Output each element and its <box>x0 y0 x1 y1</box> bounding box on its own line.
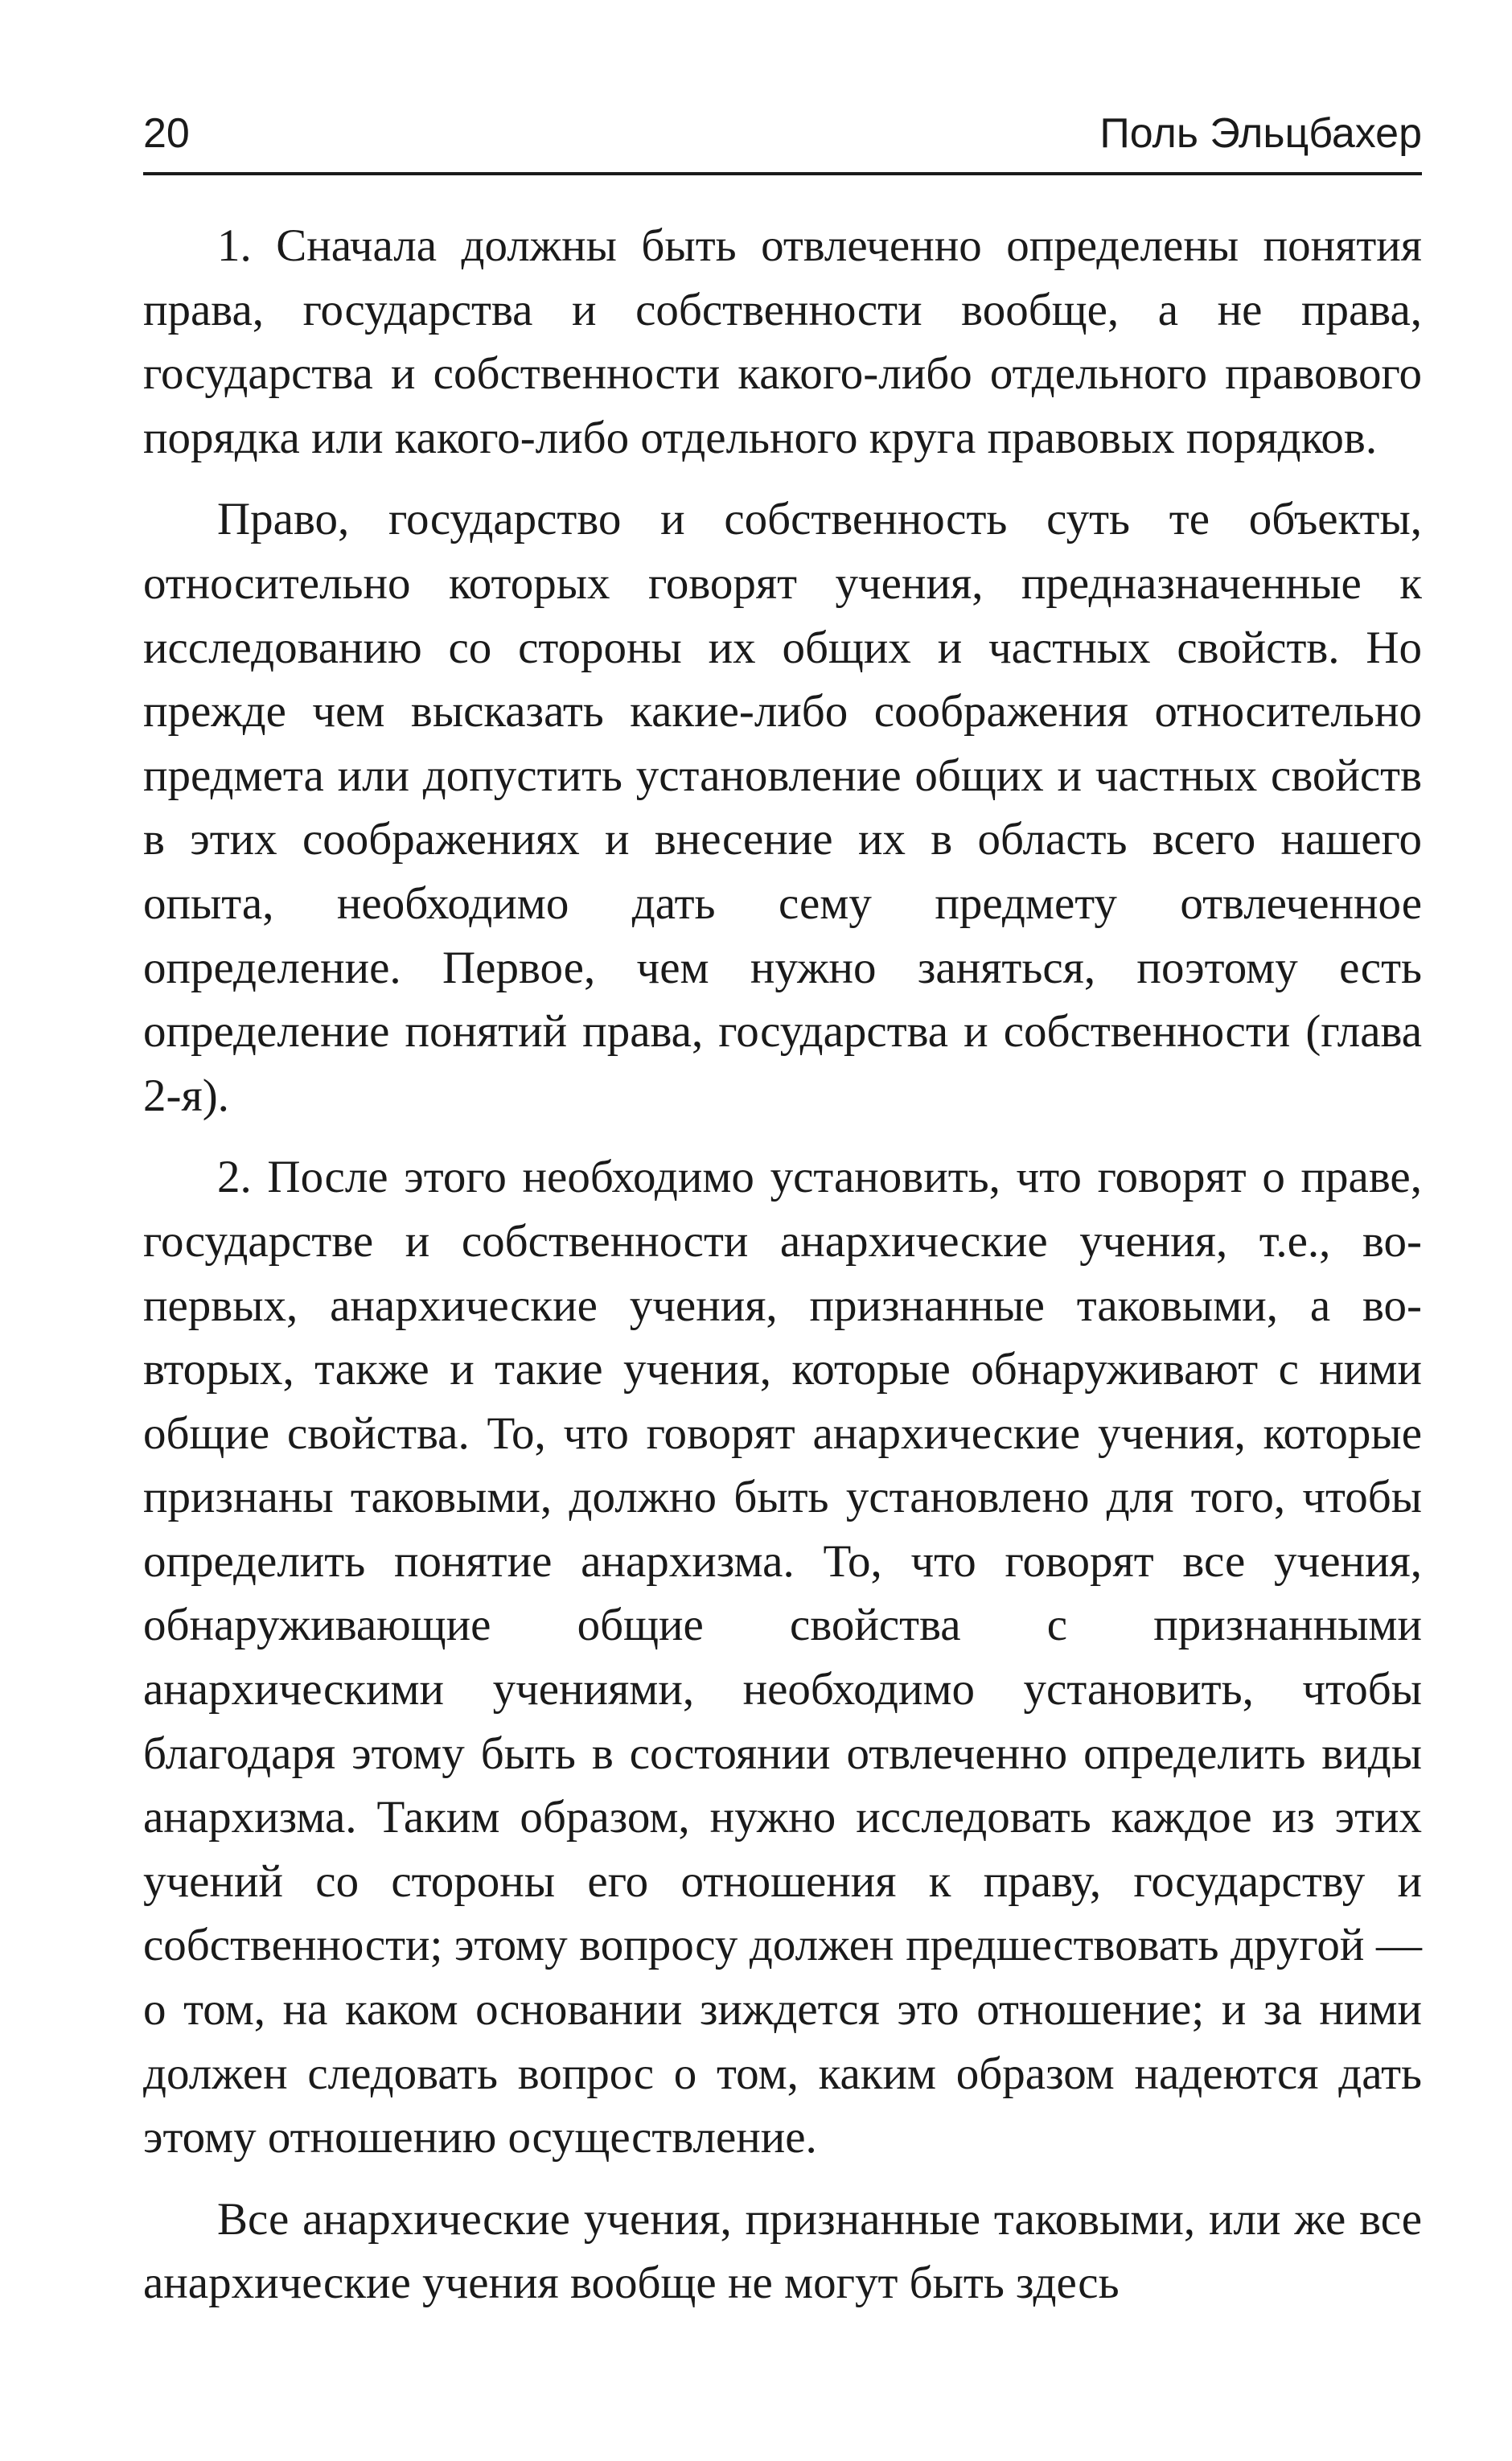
paragraph-2: Право, государство и собственность суть те объекты, относительно которых говорят учения, предназначенные к исследованию со стороны их общих и частных свойств. Но прежде чем высказать какие-либо соображения относительно предмета или допустить установление общих и частных свойств в этих соображениях и внесение их в область всего нашего опыта, необходимо дать сему предмету отвлеченное определение. Первое, чем нужно заняться, поэтому есть определение понятий права, государства и собственности (глава 2-я). <box>143 494 1422 1121</box>
paragraph-4: Все анархические учения, признанные таковыми, или же все анархические учения вообще не могут быть здесь <box>143 2193 1422 2309</box>
paragraph-3: 2. После этого необходимо установить, что говорят о праве, государстве и собственности анархические учения, т.е., во-первых, анархические учения, признанные таковыми, а во-вторых, также и такие учения, которые обнаруживают с ними общие свойства. То, что говорят анархические учения, которые признаны таковыми, должно быть установлено для того, чтобы определить понятие анархизма. То, что говорят все учения, обнаруживающие общие свойства с признанными анархическими учениями, необходимо установить, чтобы благодаря этому быть в состоянии отвлеченно определить виды анархизма. Таким образом, нужно исследовать каждое из этих учений со стороны его отношения к праву, государству и собственности; этому вопросу должен предшествовать другой — о том, на каком основании зиждется это отношение; и за ними должен следовать вопрос о том, каким образом надеются дать этому отношению осуществление. <box>143 1152 1422 2163</box>
book-page <box>143 95 1422 2411</box>
running-head <box>143 95 1422 175</box>
paragraph-1: 1. Сначала должны быть отвлеченно определены понятия права, государства и собственности вообще, а не права, государства и собственности какого-либо отдельного правового порядка или какого-либо отдельного круга правовых порядков. <box>143 220 1422 463</box>
page-number: 20 <box>143 110 190 157</box>
body-text <box>143 214 1422 2315</box>
author-name: Поль Эльцбахер <box>1099 110 1422 157</box>
